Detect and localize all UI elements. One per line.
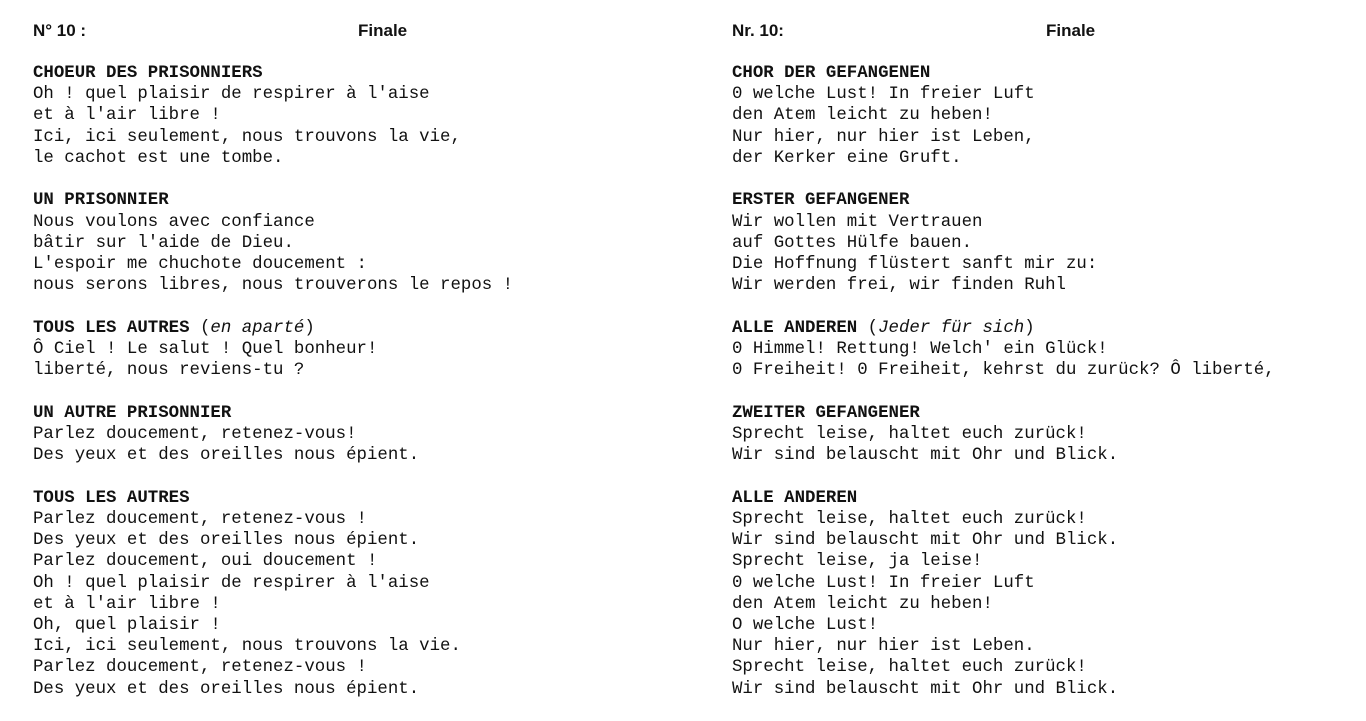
verse-line: auf Gottes Hülfe bauen. <box>732 233 973 253</box>
verse-line: liberté, nous reviens-tu ? <box>33 361 305 381</box>
verse-line: Sprecht leise, haltet euch zurück! <box>732 658 1087 678</box>
speaker-line <box>732 403 1275 424</box>
verse-line: Wir sind belauscht mit Ohr und Blick. <box>732 679 1119 699</box>
verse-line: Sprecht leise, ja leise! <box>732 552 983 572</box>
verse-line: Nous voulons avec confiance <box>33 212 315 232</box>
verse-line: Die Hoffnung flüstert sanft mir zu: <box>732 255 1098 275</box>
verse-line: Parlez doucement, oui doucement ! <box>33 552 378 572</box>
speaker-section <box>33 488 513 700</box>
verse-line: Ô Ciel ! Le salut ! Quel bonheur! <box>33 340 378 360</box>
speaker-section <box>732 403 1275 467</box>
speaker-section <box>33 318 513 382</box>
verse-line: Parlez doucement, retenez-vous ! <box>33 510 367 530</box>
verse-line: Wir sind belauscht mit Ohr und Blick. <box>732 531 1119 551</box>
verse-line: 0 Himmel! Rettung! Welch' ein Glück! <box>732 340 1108 360</box>
verse-line: Des yeux et des oreilles nous épient. <box>33 531 420 551</box>
verse-line: Oh ! quel plaisir de respirer à l'aise <box>33 573 430 593</box>
speaker-line <box>33 190 513 211</box>
verse-line: Sprecht leise, haltet euch zurück! <box>732 425 1087 445</box>
verse-line: Oh, quel plaisir ! <box>33 616 221 636</box>
verse-line: Parlez doucement, retenez-vous ! <box>33 658 367 678</box>
speaker-line: ALLE ANDEREN (Jeder für sich) <box>732 318 1035 338</box>
verse-line: Wir werden frei, wir finden Ruhl <box>732 276 1066 296</box>
verse-line: Wir sind belauscht mit Ohr und Blick. <box>732 446 1119 466</box>
verse-line: et à l'air libre ! <box>33 106 221 126</box>
speaker-role: ERSTER GEFANGENER <box>732 191 910 211</box>
number-heading: Nr. 10: <box>732 21 784 40</box>
verse-line: Wir wollen mit Vertrauen <box>732 212 983 232</box>
speaker-line: TOUS LES AUTRES (en aparté) <box>33 318 315 338</box>
speaker-role: CHOEUR DES PRISONNIERS <box>33 64 263 83</box>
verse-line: 0 welche Lust! In freier Luft <box>732 85 1035 105</box>
title-heading: Finale <box>358 21 408 40</box>
verse-line: Parlez doucement, retenez-vous! <box>33 425 357 445</box>
verse-line: der Kerker eine Gruft. <box>732 148 962 168</box>
speaker-role: ALLE ANDEREN <box>732 488 858 508</box>
verse-line: 0 Freiheit! 0 Freiheit, kehrst du zurück? Ô liberté, <box>732 361 1275 381</box>
speaker-section <box>33 190 513 296</box>
speaker-role: UN AUTRE PRISONNIER <box>33 403 232 423</box>
speaker-role: TOUS LES AUTRES <box>33 488 190 508</box>
verse-line: bâtir sur l'aide de Dieu. <box>33 233 294 253</box>
stage-direction: Jeder für sich <box>878 318 1025 338</box>
verse-line: Nur hier, nur hier ist Leben, <box>732 127 1035 147</box>
verse-line: Des yeux et des oreilles nous épient. <box>33 679 420 699</box>
speaker-role: TOUS LES AUTRES <box>33 318 190 338</box>
stage-direction: en aparté <box>210 318 305 338</box>
speaker-section <box>33 403 513 467</box>
french-libretto-text <box>33 63 513 721</box>
speaker-line <box>732 488 1275 509</box>
speaker-role: UN PRISONNIER <box>33 191 169 211</box>
verse-line: Des yeux et des oreilles nous épient. <box>33 446 420 466</box>
speaker-section <box>732 318 1275 382</box>
verse-line: nous serons libres, nous trouverons le repos ! <box>33 276 514 296</box>
speaker-role: ZWEITER GEFANGENER <box>732 403 920 423</box>
speaker-line <box>33 63 513 84</box>
speaker-line <box>732 63 1275 84</box>
verse-line: Sprecht leise, haltet euch zurück! <box>732 510 1087 530</box>
verse-line: Oh ! quel plaisir de respirer à l'aise <box>33 85 430 105</box>
speaker-section <box>732 190 1275 296</box>
verse-line: Ici, ici seulement, nous trouvons la vie, <box>33 127 461 147</box>
speaker-section <box>732 488 1275 700</box>
speaker-section <box>732 63 1275 169</box>
number-heading: N° 10 : <box>33 21 87 40</box>
french-header <box>33 20 673 42</box>
verse-line: Nur hier, nur hier ist Leben. <box>732 637 1035 657</box>
verse-line: O welche Lust! <box>732 616 879 636</box>
speaker-line <box>732 190 1275 211</box>
speaker-role: ALLE ANDEREN <box>732 318 858 338</box>
german-header <box>732 20 1362 42</box>
speaker-section <box>33 63 513 169</box>
german-libretto-text <box>732 63 1275 721</box>
speaker-line <box>33 488 513 509</box>
verse-line: 0 welche Lust! In freier Luft <box>732 573 1035 593</box>
verse-line: et à l'air libre ! <box>33 594 221 614</box>
verse-line: den Atem leicht zu heben! <box>732 594 993 614</box>
title-heading: Finale <box>1046 21 1096 40</box>
verse-line: le cachot est une tombe. <box>33 148 284 168</box>
verse-line: den Atem leicht zu heben! <box>732 106 993 126</box>
speaker-role: CHOR DER GEFANGENEN <box>732 64 931 83</box>
verse-line: Ici, ici seulement, nous trouvons la vie. <box>33 637 461 657</box>
verse-line: L'espoir me chuchote doucement : <box>33 255 367 275</box>
speaker-line <box>33 403 513 424</box>
